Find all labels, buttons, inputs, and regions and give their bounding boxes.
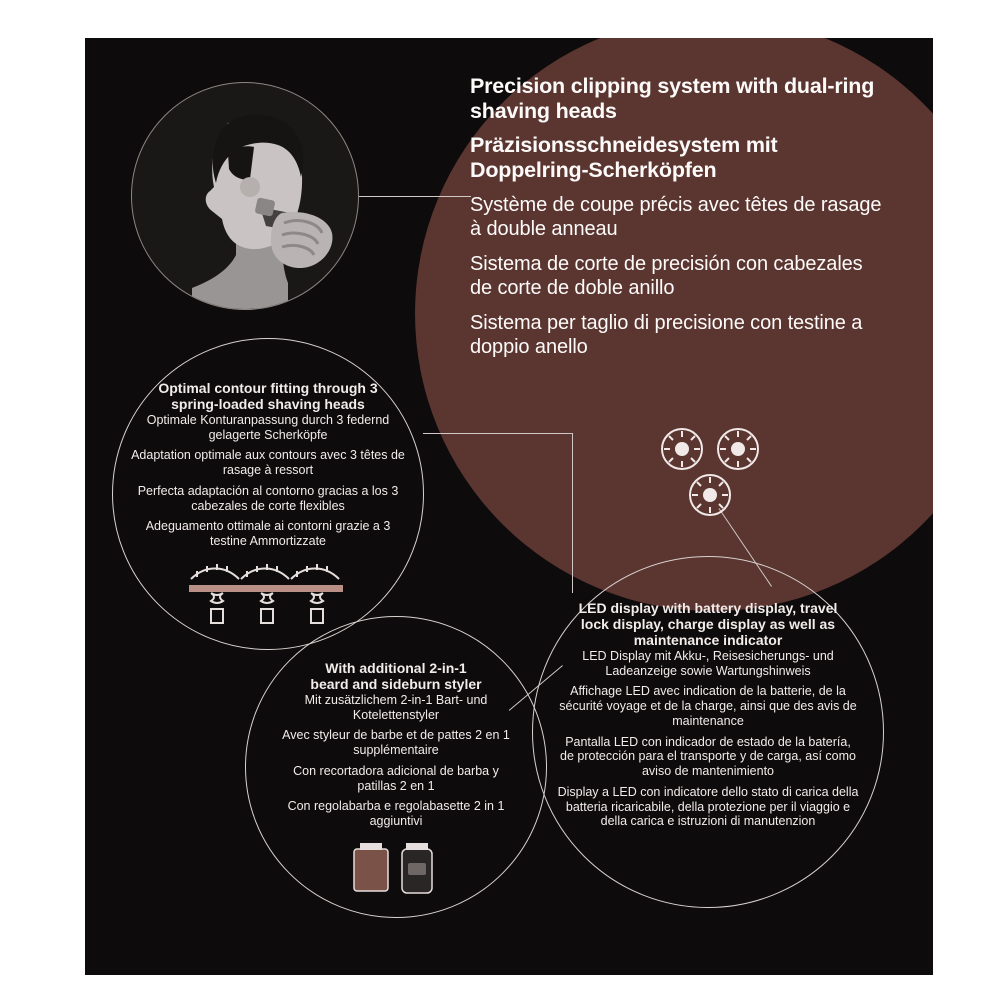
man-shaving-portrait-icon (132, 83, 359, 310)
styler-feature-circle (245, 616, 547, 918)
styler-it: Con regolabarba e regolabasette 2 in 1 aggiuntivi (287, 799, 505, 829)
triple-shaving-head-icon (650, 423, 770, 523)
led-fr: Affichage LED avec indication de la batterie, de la sécurité voyage et de la charge, ainsi que des avis de maintenance (559, 684, 857, 728)
contour-es: Perfecta adaptación al contorno gracias a los 3 cabezales de corte flexibles (137, 483, 399, 513)
portrait-circle (131, 82, 359, 310)
contour-feature-circle (112, 338, 424, 650)
led-es: Pantalla LED con indicador de estado de la batería, de protección para el transporte y de carga, así como aviso de mantenimiento (560, 734, 856, 779)
headline-es: Sistema de corte de precisión con cabezales de corte de doble anillo (470, 253, 863, 299)
led-headline: LED display with battery display, travel lock display, charge display as well as maintenance indicator (578, 600, 838, 648)
connector-portrait-to-headline (359, 196, 471, 197)
styler-es: Con recortadora adicional de barba y patillas 2 en 1 (293, 763, 499, 793)
connector-contour-to-center (423, 433, 573, 434)
led-feature-circle (532, 556, 884, 908)
led-de: LED Display mit Akku-, Reisesicherungs- und Ladeanzeige sowie Wartungshinweis (582, 648, 834, 678)
headline-it: Sistema per taglio di precisione con testine a doppio anello (470, 312, 863, 358)
contour-fr: Adaptation optimale aux contours avec 3 têtes de rasage à ressort (131, 448, 405, 478)
styler-de: Mit zusätzlichem 2-in-1 Bart- und Kotelettenstyler (304, 692, 488, 722)
beard-styler-icon (346, 841, 446, 899)
contour-it: Adeguamento ottimale ai contorni grazie a 3 testine Ammortizzate (145, 519, 391, 549)
product-feature-poster (85, 38, 933, 975)
styler-fr: Avec styleur de barbe et de pattes 2 en 1 supplémentaire (282, 728, 510, 758)
headline-de: Präzisionsschneidesystem mit Doppelring-Scherköpfen (470, 133, 778, 182)
contour-headline: Optimal contour fitting through 3 spring-loaded shaving heads (158, 380, 378, 412)
styler-headline: With additional 2-in-1 beard and sideburn styler (310, 660, 482, 692)
headline-block (470, 74, 890, 359)
contour-de: Optimale Konturanpassung durch 3 federnd gelagerte Scherköpfe (146, 412, 390, 442)
connector-center-vertical (572, 433, 573, 593)
headline-en: Precision clipping system with dual-ring shaving heads (470, 74, 875, 123)
spring-loaded-heads-icon (183, 563, 353, 629)
led-it: Display a LED con indicatore dello stato di carica della batteria ricaricabile, della protezione per il viaggio e della carica e istruzioni di manutenzion (557, 784, 859, 829)
headline-fr: Système de coupe précis avec têtes de rasage à double anneau (470, 194, 882, 240)
